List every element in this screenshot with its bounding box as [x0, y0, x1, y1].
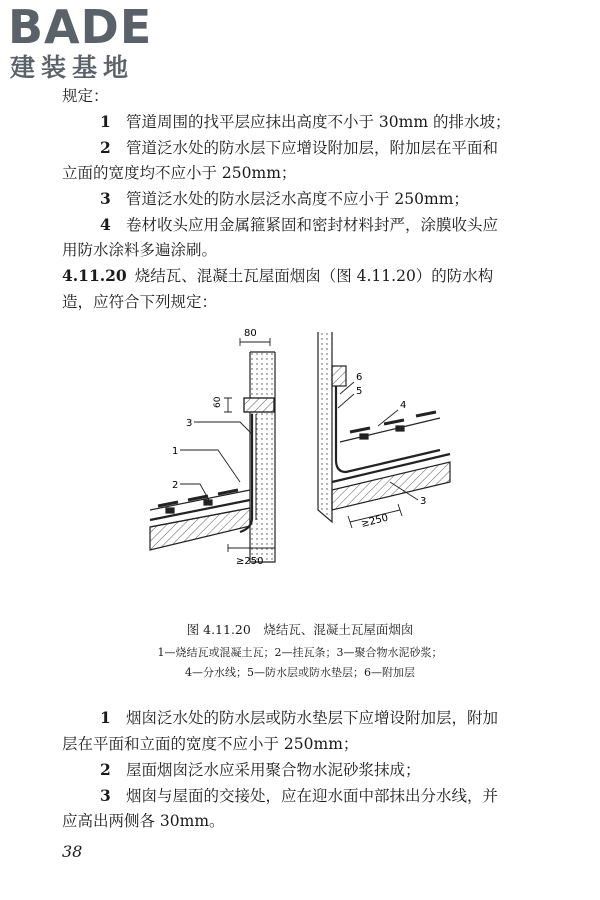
- pipe-item-4: 4 卷材收头应用金属箍紧固和密封材料封严，涂膜收头应: [100, 215, 499, 234]
- section-heading-cont: 造，应符合下列规定：: [62, 293, 218, 311]
- dim-top: 80: [244, 328, 257, 339]
- figure-legend-1: 1—烧结瓦或混凝土瓦；2—挂瓦条；3—聚合物水泥砂浆；: [157, 646, 443, 659]
- label-3-left: 3: [186, 418, 193, 429]
- label-3-right: 3: [420, 496, 427, 507]
- chimney-flashing-figure: [140, 322, 470, 592]
- figure-legend-2: 4—分水线；5—防水层或防水垫层；6—附加层: [185, 666, 415, 679]
- right-detail: [318, 332, 450, 522]
- pipe-item-4-cont: 用防水涂料多遍涂刷。: [62, 241, 218, 259]
- chimney-item-1-cont: 层在平面和立面的宽度不应小于 250mm；: [62, 735, 359, 753]
- chimney-item-3-cont: 应高出两侧各 30mm。: [62, 812, 225, 830]
- pipe-item-2-cont: 立面的宽度均不应小于 250mm；: [62, 164, 297, 182]
- label-6: 6: [356, 372, 363, 383]
- pipe-item-2: 2 管道泛水处的防水层下应增设附加层，附加层在平面和: [100, 138, 499, 157]
- label-1: 1: [172, 446, 179, 457]
- label-4: 4: [400, 400, 407, 411]
- chimney-item-3: 3 烟囱与屋面的交接处，应在迎水面中部抹出分水线，并: [100, 786, 499, 805]
- pipe-item-1: 1 管道周围的找平层应抹出高度不小于 30mm 的排水坡；: [100, 112, 511, 131]
- logo-word: BADE: [8, 0, 153, 54]
- chimney-item-1: 1 烟囱泛水处的防水层或防水垫层下应增设附加层，附加: [100, 708, 499, 727]
- dim-left-bottom: ≥250: [236, 556, 264, 567]
- label-2: 2: [172, 480, 179, 491]
- section-number: 4.11.20: [62, 266, 127, 285]
- chimney-item-2: 2 屋面烟囱泛水应采用聚合物水泥砂浆抹成；: [100, 760, 421, 779]
- section-heading: 4.11.20 烧结瓦、混凝土瓦屋面烟囱（图 4.11.20）的防水构: [62, 266, 494, 285]
- label-5: 5: [356, 386, 363, 397]
- intro-fragment: 规定：: [62, 87, 109, 105]
- pipe-item-3: 3 管道泛水处的防水层泛水高度不应小于 250mm；: [100, 189, 469, 208]
- logo-chinese: 建装基地: [10, 53, 135, 82]
- figure-caption: 图 4.11.20 烧结瓦、混凝土瓦屋面烟囱: [186, 622, 414, 637]
- bade-logo: [8, 0, 178, 84]
- page-number: 38: [62, 842, 83, 861]
- dim-right-bottom: ≥250: [360, 512, 390, 530]
- left-detail: [150, 352, 275, 562]
- dim-height: 60: [213, 396, 223, 408]
